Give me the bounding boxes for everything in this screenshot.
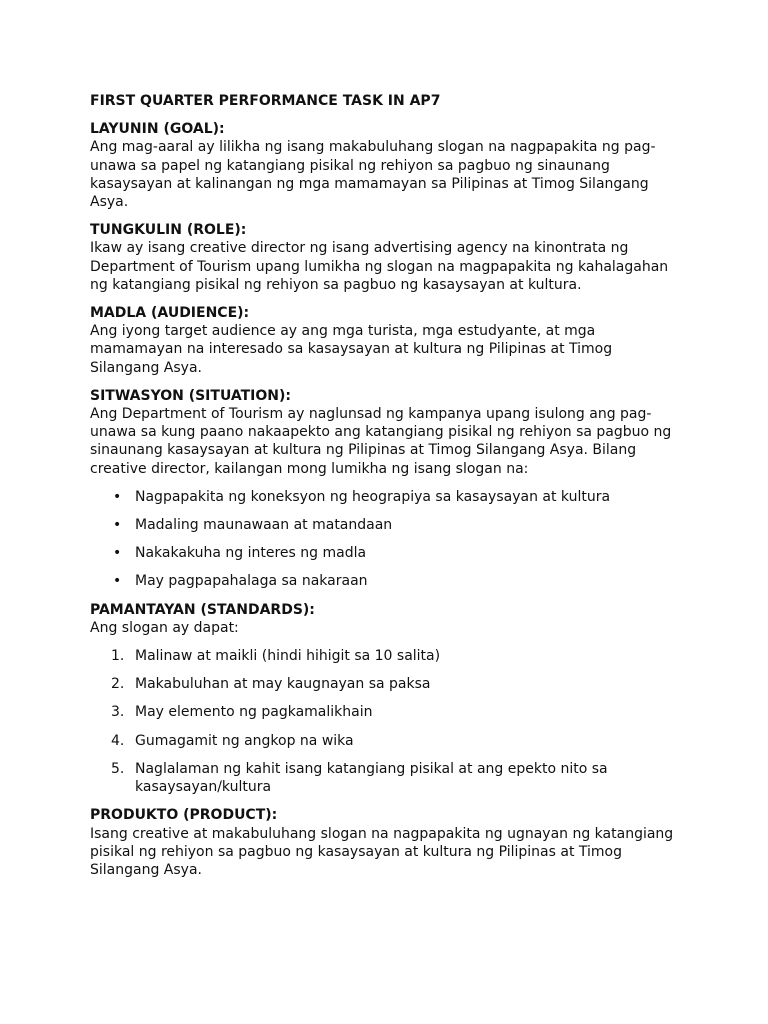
list-item-text: Makabuluhan at may kaugnayan sa paksa	[135, 676, 431, 693]
audience-section	[90, 304, 680, 377]
role-heading: TUNGKULIN (ROLE):	[90, 222, 247, 239]
standards-numbered-list	[90, 647, 680, 796]
situation-body: Ang Department of Tourism ay naglunsad ng kampanya upang isulong ang pag-unawa sa kung paano nakaapekto ang katangiang pisikal ng rehiyon sa pagbuo ng sinaunang kasaysayan at kultura ng Pilipinas at Timog Silangang Asya. Bilang creative director, kailangan mong lumikha ng isang slogan na:	[90, 406, 672, 477]
role-body: Ikaw ay isang creative director ng isang advertising agency na kinontrata ng Department of Tourism upang lumikha ng slogan na magpapakita ng kahalagahan ng katangiang pisikal ng rehiyon sa pagbuo ng kasaysayan at kultura.	[90, 240, 669, 293]
list-number: 1.	[111, 648, 125, 665]
list-item-text: Gumagamit ng angkop na wika	[135, 732, 354, 749]
standards-heading: PAMANTAYAN (STANDARDS):	[90, 601, 315, 618]
product-heading: PRODUKTO (PRODUCT):	[90, 807, 278, 824]
situation-heading: SITWASYON (SITUATION):	[90, 387, 292, 404]
product-section	[90, 806, 680, 879]
list-item	[111, 703, 680, 721]
situation-bullet-list	[90, 488, 680, 591]
goal-heading: LAYUNIN (GOAL):	[90, 121, 225, 138]
list-item: • Nagpapakita ng koneksyon ng heograpiya sa kasaysayan at kultura	[135, 488, 680, 506]
document-page	[90, 92, 680, 889]
list-item-text: Naglalaman ng kahit isang katangiang pisikal at ang epekto nito sa kasaysayan/kultura	[135, 760, 608, 796]
standards-section	[90, 601, 680, 637]
audience-body: Ang iyong target audience ay ang mga turista, mga estudyante, at mga mamamayan na interesado sa kasaysayan at kultura ng Pilipinas at Timog Silangang Asya.	[90, 323, 613, 376]
list-item-text: May elemento ng pagkamalikhain	[135, 704, 373, 721]
list-item	[111, 760, 680, 796]
list-item: • May pagpapahalaga sa nakaraan	[135, 572, 680, 590]
list-item	[111, 732, 680, 750]
list-item	[111, 647, 680, 665]
list-number: 3.	[111, 704, 125, 721]
product-body: Isang creative at makabuluhang slogan na nagpapakita ng ugnayan ng katangiang pisikal ng rehiyon sa pagbuo ng kasaysayan at kultura ng Pilipinas at Timog Silangang Asya.	[90, 825, 674, 878]
list-number: 2.	[111, 676, 125, 693]
standards-body: Ang slogan ay dapat:	[90, 619, 239, 636]
goal-body: Ang mag-aaral ay lilikha ng isang makabuluhang slogan na nagpapakita ng pag-unawa sa papel ng katangiang pisikal ng rehiyon sa pagbuo ng sinaunang kasaysayan at kalinangan ng mga mamamayan sa Pilipinas at Timog Silangang Asya.	[90, 139, 656, 211]
role-section	[90, 221, 680, 294]
list-number: 5.	[111, 760, 125, 777]
list-item	[111, 675, 680, 693]
list-number: 4.	[111, 732, 125, 749]
goal-section	[90, 120, 680, 211]
situation-section	[90, 387, 680, 478]
list-item: • Nakakakuha ng interes ng madla	[135, 544, 680, 562]
list-item: • Madaling maunawaan at matandaan	[135, 516, 680, 534]
document-title: FIRST QUARTER PERFORMANCE TASK IN AP7	[90, 93, 441, 109]
audience-heading: MADLA (AUDIENCE):	[90, 305, 250, 322]
list-item-text: Malinaw at maikli (hindi hihigit sa 10 salita)	[135, 648, 441, 665]
